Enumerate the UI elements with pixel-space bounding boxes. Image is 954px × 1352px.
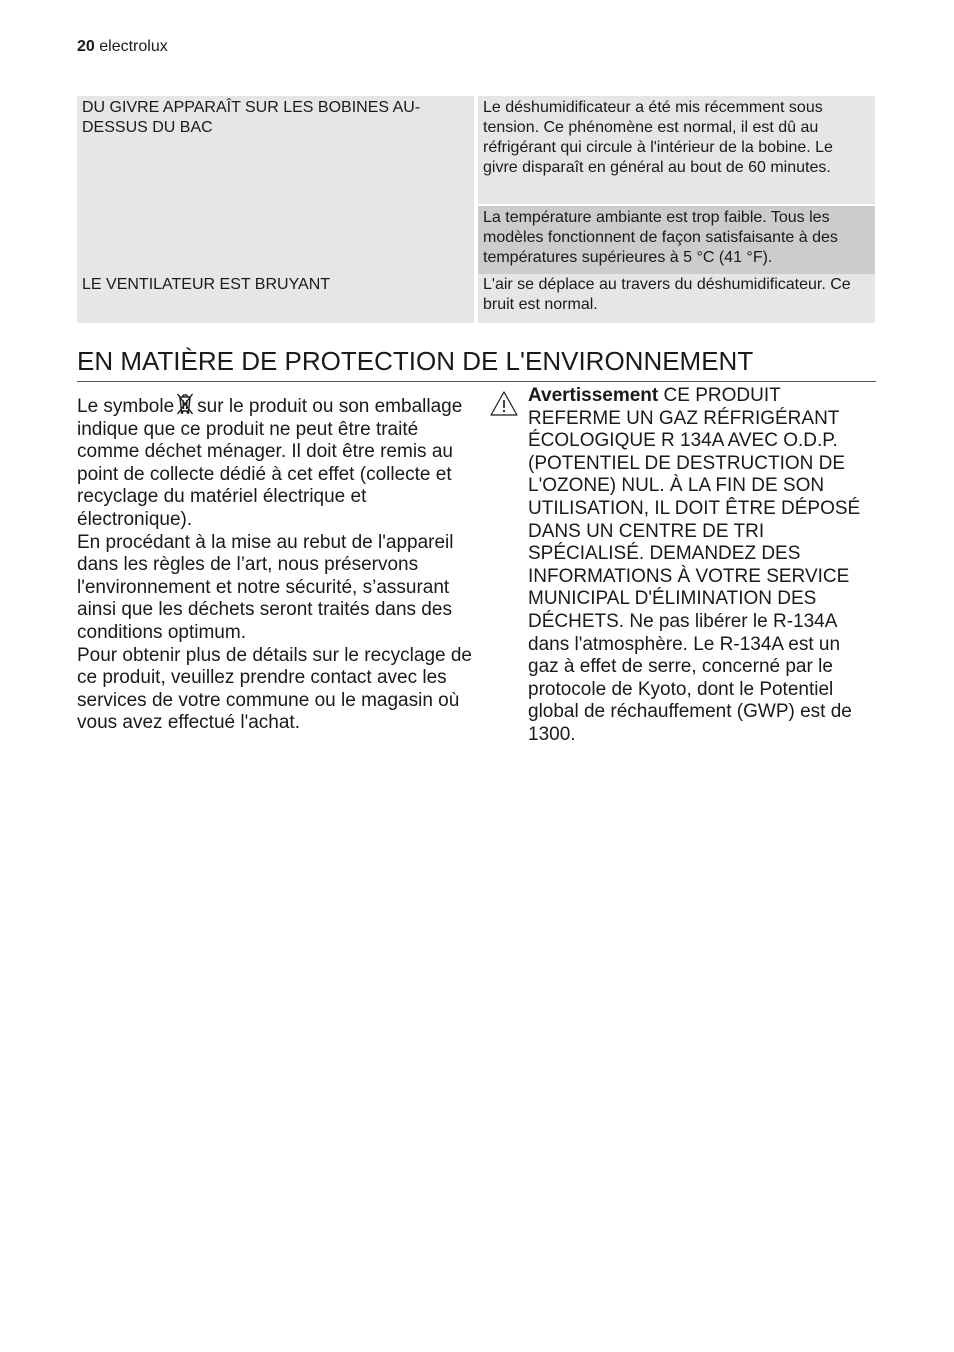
page-number: 20 [77, 38, 95, 55]
table-cell-solution: L'air se déplace au travers du déshumidificateur. Ce bruit est normal. [478, 274, 875, 323]
paragraph: En procédant à la mise au rebut de l'appareil dans les règles de l’art, nous préservons l'environnement et notre sécurité, s’assurant ainsi que les déchets seront traités dans des conditions optimum. [77, 531, 454, 643]
paragraph-text: Le symbole [77, 396, 175, 417]
paragraph [77, 393, 472, 532]
warning-label: Avertissement [528, 385, 659, 406]
table-cell-solution: La température ambiante est trop faible. Tous les modèles fonctionnent de façon satisfaisante à des températures supérieures à 5 °C (41 °F). [478, 206, 875, 274]
warning-block [528, 385, 873, 747]
warning-body: CE PRODUIT REFERME UN GAZ RÉFRIGÉRANT ÉCOLOGIQUE R 134A AVEC O.D.P. (POTENTIEL DE DESTRUCTION DE L'OZONE) NUL. À LA FIN DE SON UTILISATION, IL DOIT ÊTRE DÉPOSÉ DANS UN CENTRE DE TRI SPÉCIALISÉ. DEMANDEZ DES INFORMATIONS À VOTRE SERVICE MUNICIPAL D'ÉLIMINATION DES DÉCHETS. Ne pas libérer le R-134A dans l'atmosphère. Le R-134A est un gaz à effet de serre, concerné par le protocole de Kyoto, dont le Potentiel global de réchauffement (GWP) est de 1300. [528, 385, 861, 745]
environment-text [77, 393, 472, 735]
section-divider [77, 381, 876, 382]
crossed-out-wheelie-bin-icon [176, 393, 194, 415]
warning-triangle-icon [489, 390, 519, 417]
page-header [77, 37, 168, 57]
warning-text [528, 385, 873, 747]
brand-name: electrolux [99, 38, 168, 55]
paragraph: Pour obtenir plus de détails sur le recyclage de ce produit, veuillez prendre contact avec les services de votre commune ou le magasin où vous avez effectué l'achat. [77, 644, 473, 734]
table-cell-problem: LE VENTILATEUR EST BRUYANT [77, 274, 474, 323]
troubleshooting-table [77, 96, 875, 323]
section-title: EN MATIÈRE DE PROTECTION DE L'ENVIRONNEMENT [77, 346, 754, 376]
table-cell-solution: Le déshumidificateur a été mis récemment sous tension. Ce phénomène est normal, il est dû au réfrigérant qui circule à l'intérieur de la bobine. Le givre disparaît en général au bout de 60 minutes. [478, 96, 875, 204]
paragraph-text: sur le produit ou son emballage indique que ce produit ne peut être traité comme déchet ménager. Il doit être remis au point de collecte dédié à cet effet (collecte et recyclage du matériel électrique et électronique). [77, 396, 463, 530]
table-cell-problem: DU GIVRE APPARAÎT SUR LES BOBINES AU-DESSUS DU BAC [77, 96, 474, 274]
